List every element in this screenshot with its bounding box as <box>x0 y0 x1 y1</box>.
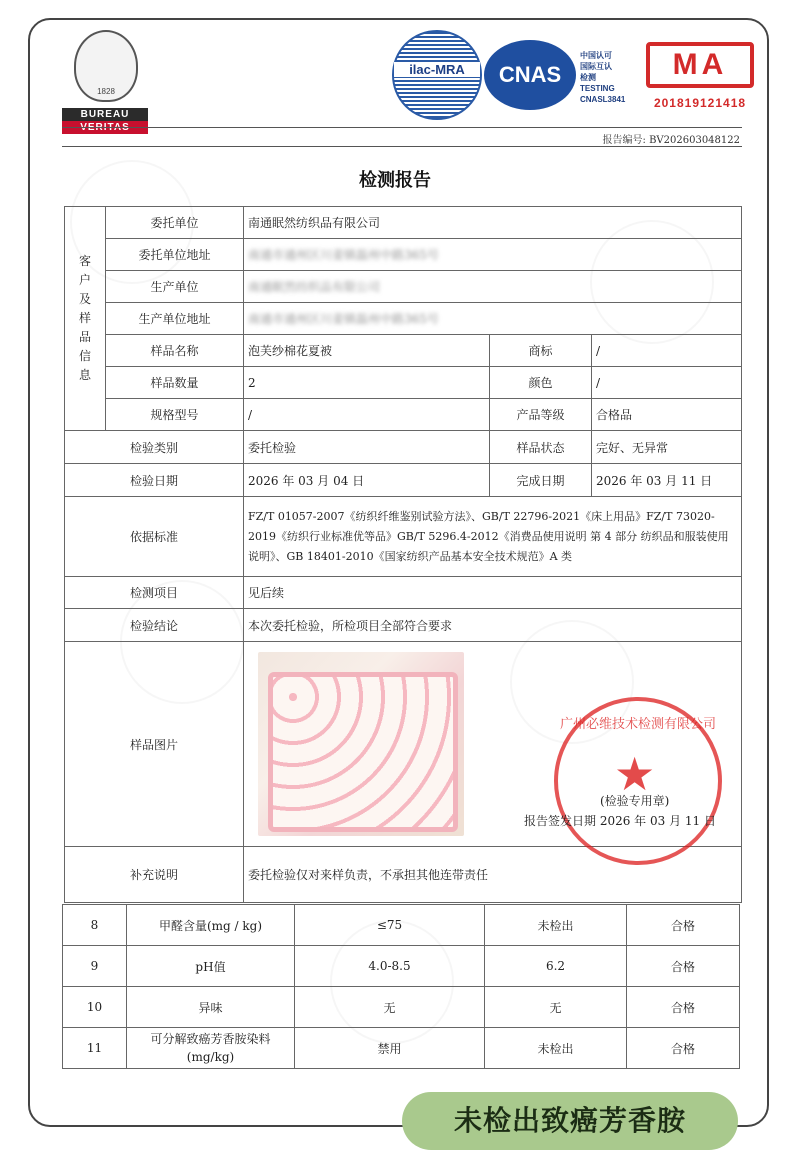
producer-address: 南通市通州区川姜镇磊州中路365号 <box>244 303 742 335</box>
report-info-table: 客户及样品信息 委托单位 南通眠然纺织品有限公司 委托单位地址 南通市通州区川姜镇磊州中路365号 生产单位 南通眠然纺织品有限公司 生产单位地址 南通市通州区川姜镇磊州中路365号 样品名称 泡芙纱棉花夏被 商标 / 样品数量 2 颜色 / 规格型号 / 产品等级 合格品 检验类别 委托检验 样品状态 完好、无异常 检验日期 2026 年 03 月 04 日 完成日期 2026 年 03 月 11 日 依据标准 FZ/T 01057-2007《纺织纤维鉴别试验方法》、GB/T 22796-2021《床上用品》FZ/T 73020-2019《纺织行业标准优等品》GB/T 5296.4-2012《消费品使用说明 第 4 部分 纺织品和服装使用说明》、GB 18401-2010《国家纺织产品基本安全技术规范》A 类 检测项目 见后续 检验结论 本次委托检验，所检项目全部符合要求 样品图片 广州必维技术检测有限公司 ★ (检验专用章) 报告签发日期 2026 年 03 月 11 日 补充说明 委托检验仅对来样负责，不承担其他连带责任 <box>64 206 742 903</box>
inspection-stamp: 广州必维技术检测有限公司 ★ <box>554 697 722 865</box>
highlight-banner: 未检出致癌芳香胺 <box>402 1092 738 1150</box>
table-row: 11 可分解致癌芳香胺染料(mg/kg) 禁用 未检出 合格 <box>63 1028 740 1069</box>
cnas-logo: CNAS <box>484 40 576 110</box>
inspection-type: 委托检验 <box>244 431 490 464</box>
color: / <box>592 367 742 399</box>
stamp-label: (检验专用章) <box>600 794 670 808</box>
cma-logo: MA <box>646 42 754 88</box>
sample-photo <box>258 652 464 836</box>
remark: 委托检验仅对来样负责，不承担其他连带责任 <box>244 847 742 903</box>
report-header <box>62 22 747 140</box>
inspection-date: 2026 年 03 月 04 日 <box>244 464 490 497</box>
ilac-mra-logo: ilac-MRA <box>392 30 482 120</box>
spec: / <box>244 399 490 431</box>
sample-quantity: 2 <box>244 367 490 399</box>
report-title: 检测报告 <box>359 170 431 191</box>
client-section-label: 客户及样品信息 <box>65 207 106 431</box>
cma-number: 201819121418 <box>653 96 747 110</box>
standards-text: FZ/T 01057-2007《纺织纤维鉴别试验方法》、GB/T 22796-2021《床上用品》FZ/T 73020-2019《纺织行业标准优等品》GB/T 5296.4-2012《消费品使用说明 第 4 部分 纺织品和服装使用说明》、GB 18401-2010《国家纺织产品基本安全技术规范》A 类 <box>244 497 742 577</box>
client-unit: 南通眠然纺织品有限公司 <box>244 207 742 239</box>
table-row: 8 甲醛含量(mg / kg) ≤75 未检出 合格 <box>63 905 740 946</box>
bureau-veritas-logo: 1828 BUREAU VERITAS <box>62 30 148 134</box>
header-rule-bottom <box>62 146 742 147</box>
header-rule-top <box>62 127 742 128</box>
table-row: 9 pH值 4.0-8.5 6.2 合格 <box>63 946 740 987</box>
brand: / <box>592 335 742 367</box>
sample-state: 完好、无异常 <box>592 431 742 464</box>
test-items: 见后续 <box>244 577 742 609</box>
table-row: 10 异味 无 无 合格 <box>63 987 740 1028</box>
sample-name: 泡芙纱棉花夏被 <box>244 335 490 367</box>
conclusion: 本次委托检验，所检项目全部符合要求 <box>244 609 742 642</box>
grade: 合格品 <box>592 399 742 431</box>
cnas-caption: 中国认可 国际互认 检测 TESTING CNASL3841 <box>580 51 626 104</box>
completion-date: 2026 年 03 月 11 日 <box>592 464 742 497</box>
producer: 南通眠然纺织品有限公司 <box>244 271 742 303</box>
sign-date: 报告签发日期 2026 年 03 月 11 日 <box>524 814 716 828</box>
report-number: 报告编号: BV202603048122 <box>602 135 740 146</box>
client-address: 南通市通州区川姜镇磊州中路365号 <box>244 239 742 271</box>
results-table <box>62 904 740 1069</box>
